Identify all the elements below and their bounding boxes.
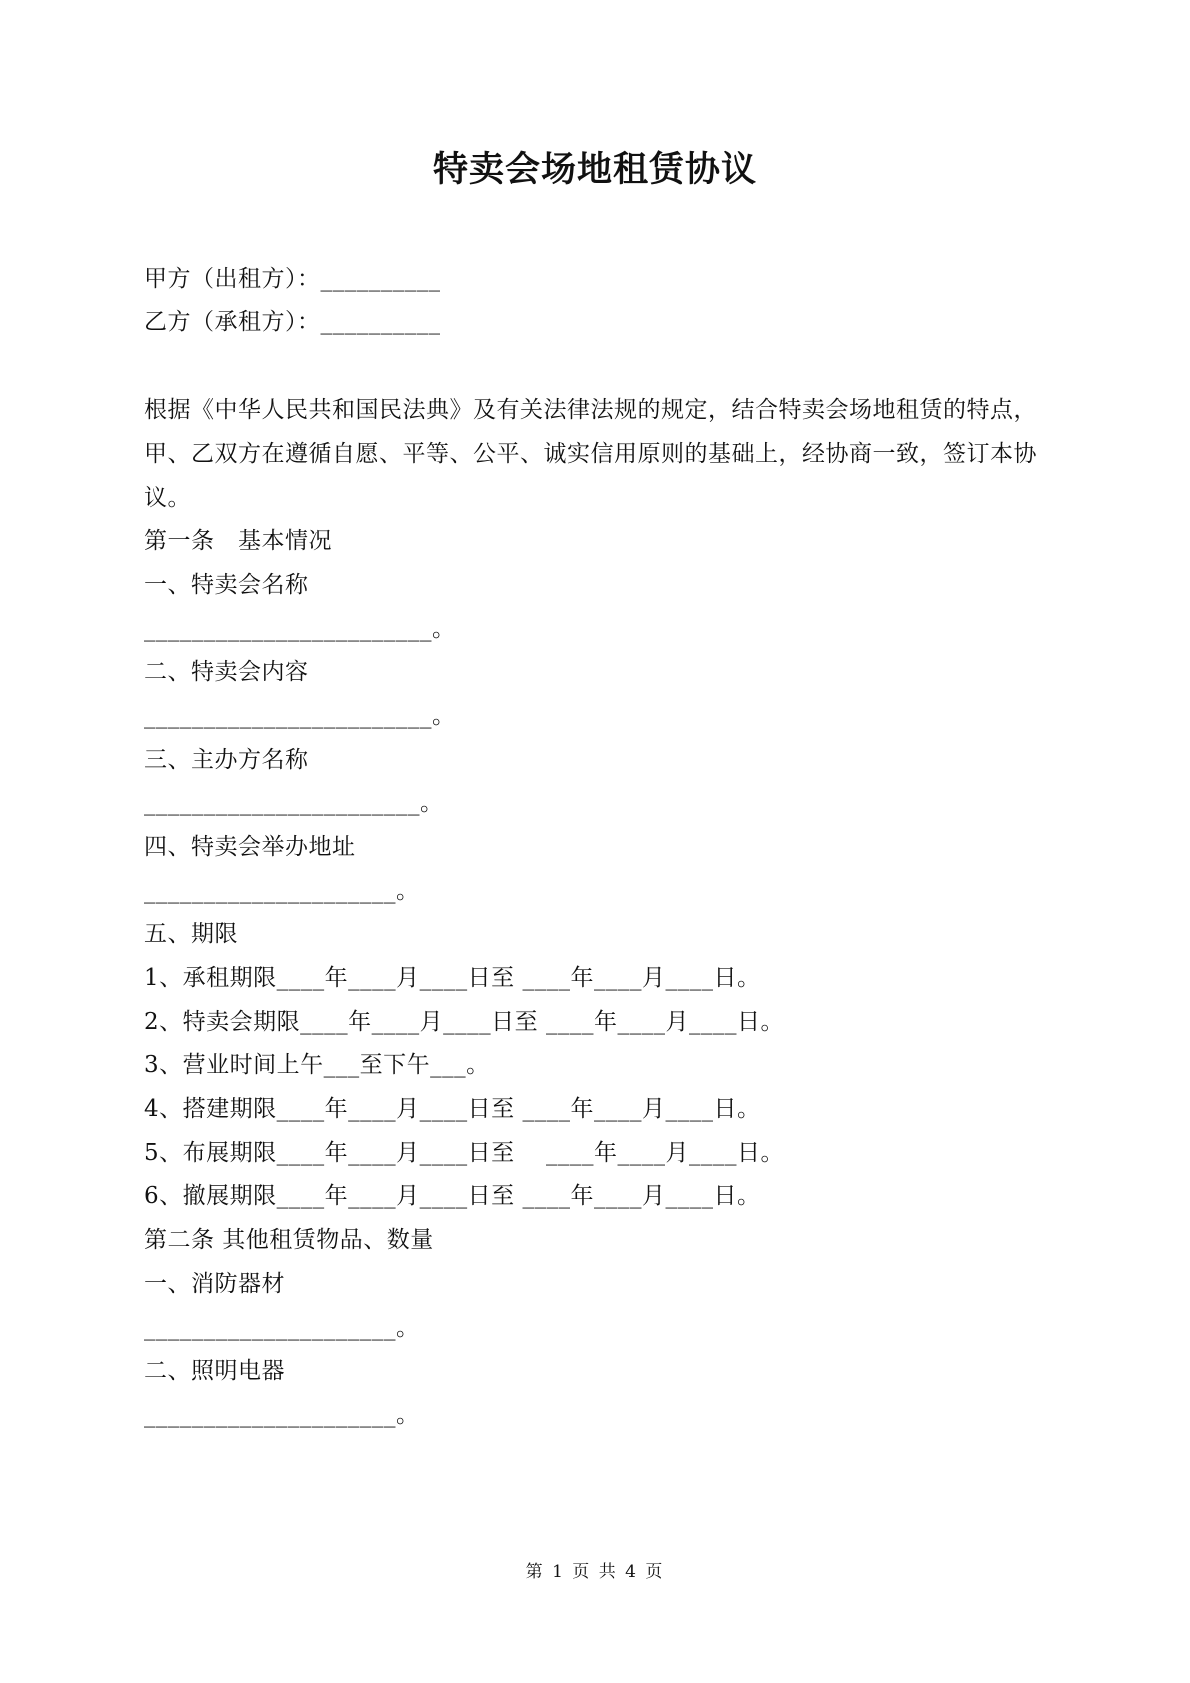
blank-organizer-name: _______________________。 — [144, 790, 444, 816]
term-lease-period: 1、承租期限____年____月____日至 ____年____月____日。 — [144, 965, 761, 991]
page-indicator: 第 1 页 共 4 页 — [525, 1562, 665, 1582]
article-1-heading: 第一条 基本情况 — [144, 528, 332, 554]
party-a-line: 甲方（出租方）：__________ — [144, 266, 441, 292]
term-setup-period: 5、布展期限____年____月____日至 ____年____月____日。 — [144, 1140, 784, 1166]
item-sale-name: 一、特卖会名称 — [144, 572, 309, 598]
item-term: 五、期限 — [144, 921, 238, 947]
preamble-line-3: 议。 — [144, 485, 191, 511]
party-b-line: 乙方（承租方）：__________ — [144, 309, 441, 335]
preamble-line-2: 甲、乙双方在遵循自愿、平等、公平、诚实信用原则的基础上，经协商一致，签订本协 — [144, 441, 1037, 467]
term-sale-period: 2、特卖会期限____年____月____日至 ____年____月____日。 — [144, 1009, 784, 1035]
blank-fire-equipment: _____________________。 — [144, 1315, 420, 1341]
item-organizer-name: 三、主办方名称 — [144, 747, 309, 773]
preamble-line-1: 根据《中华人民共和国民法典》及有关法律法规的规定，结合特卖会场地租赁的特点， — [144, 397, 1037, 423]
blank-lighting: _____________________。 — [144, 1402, 420, 1428]
blank-venue-address: _____________________。 — [144, 878, 420, 904]
document-title: 特卖会场地租赁协议 — [432, 149, 757, 190]
blank-sale-name: ________________________。 — [144, 616, 456, 642]
item-lighting: 二、照明电器 — [144, 1358, 285, 1384]
term-teardown-period: 6、撤展期限____年____月____日至 ____年____月____日。 — [144, 1183, 761, 1209]
term-business-hours: 3、营业时间上午___至下午___。 — [144, 1052, 490, 1078]
item-fire-equipment: 一、消防器材 — [144, 1271, 285, 1297]
term-build-period: 4、搭建期限____年____月____日至 ____年____月____日。 — [144, 1096, 761, 1122]
article-2-heading: 第二条 其他租赁物品、数量 — [144, 1227, 434, 1253]
item-venue-address: 四、特卖会举办地址 — [144, 834, 356, 860]
item-sale-content: 二、特卖会内容 — [144, 659, 309, 685]
blank-sale-content: ________________________。 — [144, 703, 456, 729]
